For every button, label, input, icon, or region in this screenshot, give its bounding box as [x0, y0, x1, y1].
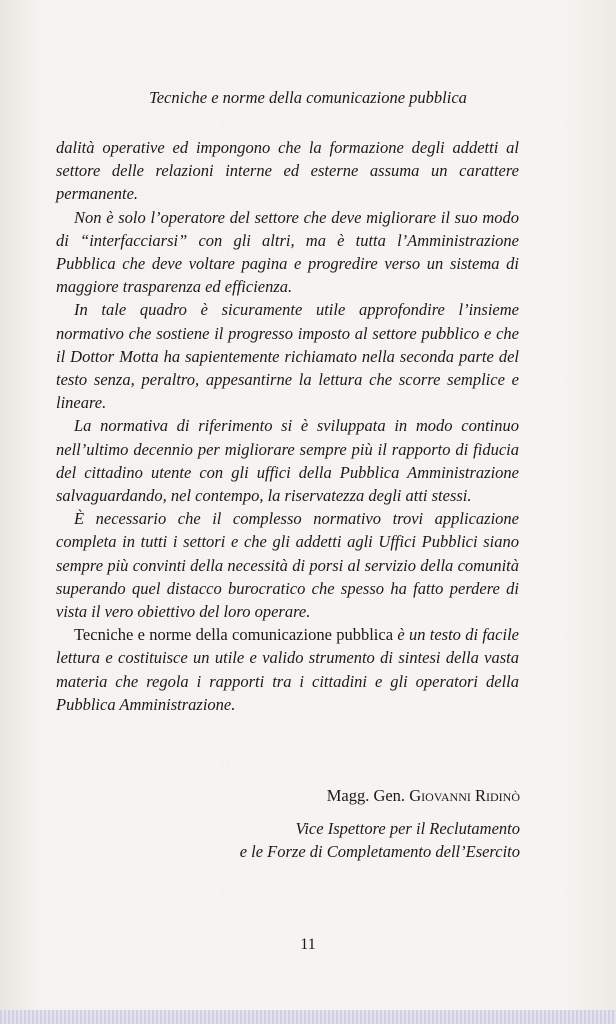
paragraph-2: Non è solo l’operatore del settore che deve migliorare il suo modo di “interfacciarsi” con gli altri, ma è tutta l’Amministrazione Pubblica che deve voltare pagina e progredire verso un sistema di maggiore trasparenza ed efficienza. [56, 207, 519, 297]
signature-role [56, 817, 520, 863]
paragraph-4: La normativa di riferimento si è sviluppata in modo continuo nell’ultimo decennio per migliorare sempre più il rapporto di fiducia del cittadino utente con gli uffici della Pubblica Amministrazione salvaguardando, nel contempo, la riservatezza degli atti stessi. [56, 416, 519, 506]
paragraph-6-text: è un testo di facile lettura e costituisce un utile e valido strumento di sintesi della vasta materia che regola i rapporti tra i cittadini e gli operatori della Pubblica Amministrazione. [56, 625, 519, 714]
signature-name [56, 784, 520, 807]
paragraph-3: In tale quadro è sicuramente utile approfondire l’insieme normativo che sostiene il progresso imposto al settore pubblico e che il Dottor Motta ha sapientemente richiamato nella seconda parte del testo senza, peraltro, appesantirne la lettura che scorre semplice e lineare. [56, 300, 519, 413]
paragraph-6 [56, 623, 519, 716]
signature-person: Giovanni Ridinò [409, 786, 520, 805]
page-number: 11 [300, 936, 316, 953]
signature-rank: Magg. Gen. [326, 786, 406, 805]
paragraph-5: È necessario che il complesso normativo trovi applicazione completa in tutti i settori e che gli addetti agli Uffici Pubblici siano sempre più convinti della necessità di porsi al servizio della comunità superando quel distacco burocratico che spesso ha fatto perdere di vista il vero obiettivo del loro operare. [56, 509, 519, 622]
body-text [56, 136, 519, 716]
book-title: Tecniche e norme della comunicazione pubblica [74, 625, 394, 645]
signature-role-line-1: Vice Ispettore per il Reclutamento [295, 819, 520, 838]
paragraph-1: dalità operative ed impongono che la formazione degli addetti al settore delle relazioni interne ed esterne assuma un carattere permanente. [56, 138, 519, 204]
signature-role-line-2: e le Forze di Completamento dell’Esercito [239, 842, 520, 862]
running-head: Tecniche e norme della comunicazione pubblica [149, 88, 467, 107]
page-bottom-edge [0, 1010, 616, 1024]
